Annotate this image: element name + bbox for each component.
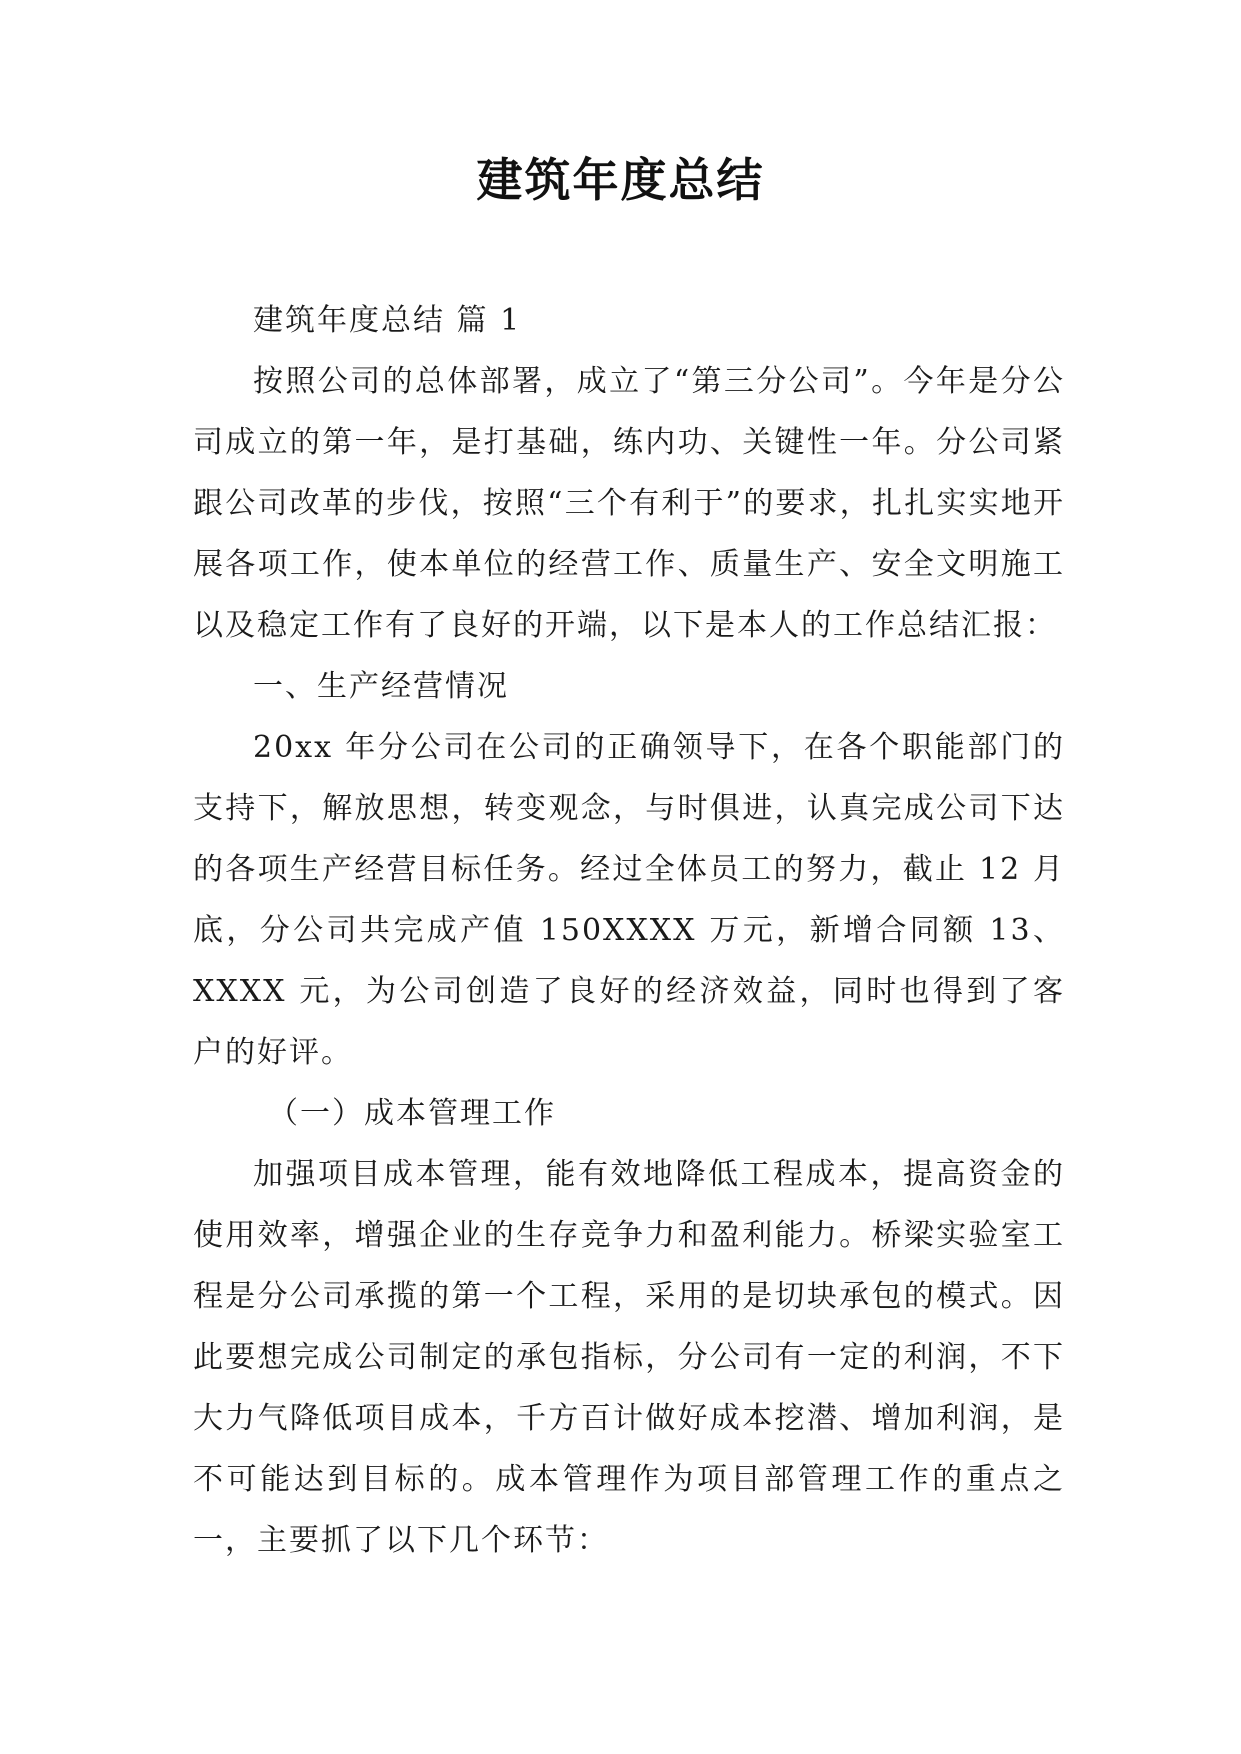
paragraph: 20xx 年分公司在公司的正确领导下，在各个职能部门的支持下，解放思想，转变观念，与时俱进，认真完成公司下达的各项生产经营目标任务。经过全体员工的努力，截止 12 月底，分公司共完成产值 150XXXX 万元，新增合同额 13、XXXX 元，为公司创造了良好的经济效益，同时也得到了客户的好评。 [193,730,1065,1070]
paragraph: 加强项目成本管理，能有效地降低工程成本，提高资金的使用效率，增强企业的生存竞争力和盈利能力。桥梁实验室工程是分公司承揽的第一个工程，采用的是切块承包的模式。因此要想完成公司制定的承包指标，分公司有一定的利润，不下大力气降低项目成本，千方百计做好成本挖潜、增加利润，是不可能达到目标的。成本管理作为项目部管理工作的重点之一，主要抓了以下几个环节： [193,1157,1065,1558]
document-title: 建筑年度总结 [476,153,765,207]
paragraph: 按照公司的总体部署，成立了“第三分公司”。今年是分公司成立的第一年，是打基础，练内功、关键性一年。分公司紧跟公司改革的步伐，按照“三个有利于”的要求，扎扎实实地开展各项工作，使本单位的经营工作、质量生产、安全文明施工以及稳定工作有了良好的开端，以下是本人的工作总结汇报： [193,364,1065,643]
document-body [193,290,1065,1571]
section-heading: 一、生产经营情况 [253,669,509,704]
section-heading: 建筑年度总结 篇 1 [253,303,522,338]
subsection-heading: （一）成本管理工作 [268,1096,556,1131]
